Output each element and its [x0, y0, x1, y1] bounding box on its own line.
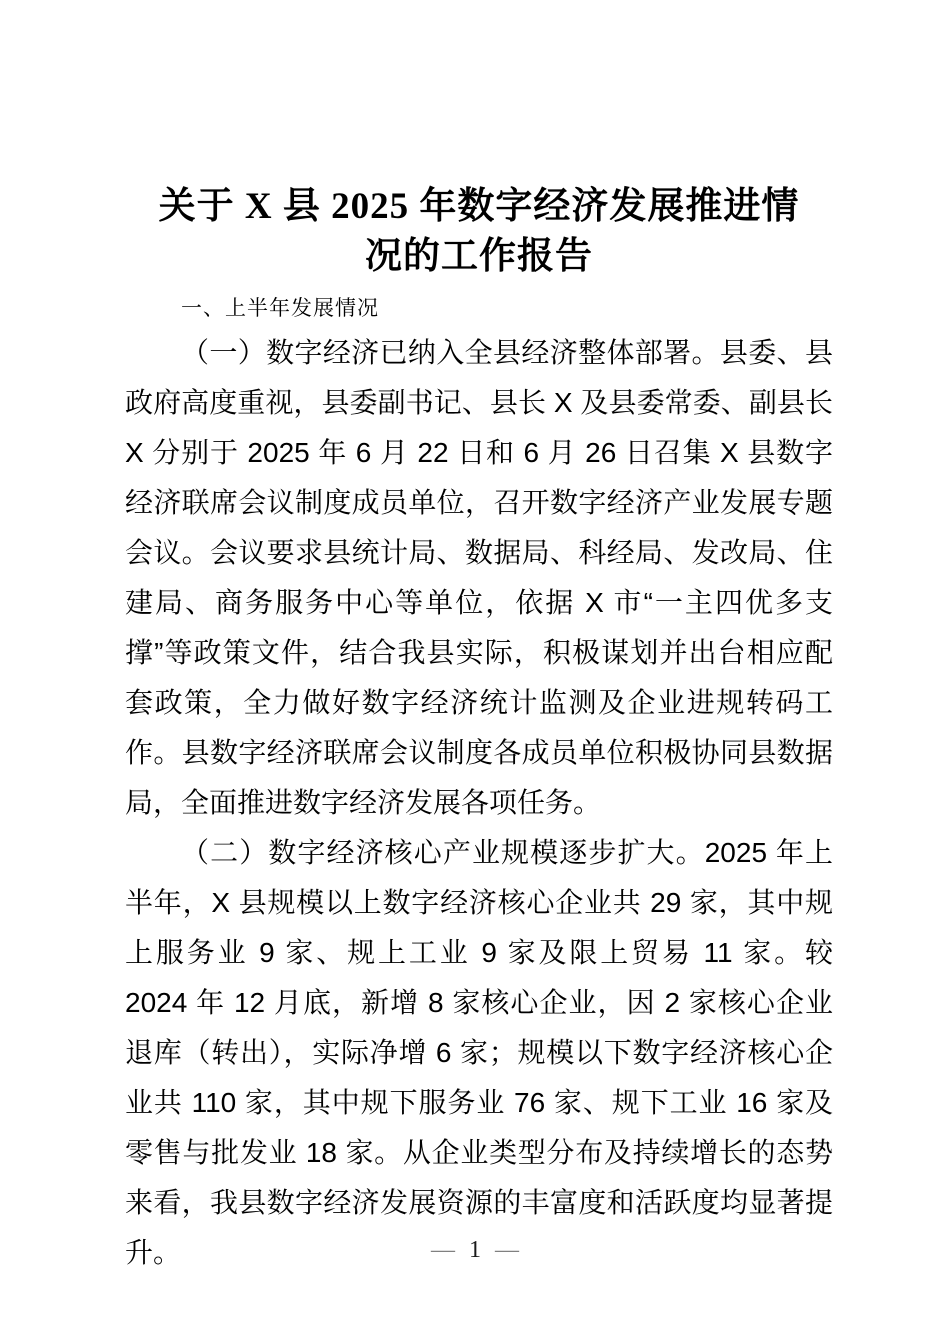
page-footer — [0, 1236, 950, 1264]
footer-right-dash: — — [495, 1237, 519, 1263]
document-content — [125, 0, 833, 1278]
document-title — [125, 0, 833, 282]
document-title-line-1: 关于 X 县 2025 年数字经济发展推进情 — [158, 186, 800, 227]
document-title-line-2: 况的工作报告 — [365, 236, 593, 277]
paragraph-1: （一）数字经济已纳入全县经济整体部署。县委、县政府高度重视，县委副书记、县长 X 及县委常委、副县长 X 分别于 2025 年 6 月 22 日和 6 月 26 日召集 X 县数字经济联席会议制度成员单位，召开数字经济产业发展专题会议。会议要求县统计局、数据局、科经局、发改局、住建局、商务服务中心等单位，依据 X 市“一主四优多支撑”等政策文件，结合我县实际，积极谋划并出台相应配套政策，全力做好数字经济统计监测及企业进规转码工作。县数字经济联席会议制度各成员单位积极协同县数据局，全面推进数字经济发展各项任务。 — [125, 337, 833, 818]
page-number: 1 — [469, 1237, 481, 1263]
paragraph-2: （二）数字经济核心产业规模逐步扩大。2025 年上半年，X 县规模以上数字经济核心企业共 29 家，其中规上服务业 9 家、规上工业 9 家及限上贸易 11 家。较 2024 年 12 月底，新增 8 家核心企业，因 2 家核心企业退库（转出），实际净增 6 家；规模以下数字经济核心企业共 110 家，其中规下服务业 76 家、规下工业 16 家及零售与批发业 18 家。从企业类型分布及持续增长的态势来看，我县数字经济发展资源的丰富度和活跃度均显著提升。 — [125, 837, 833, 1268]
footer-left-dash: — — [431, 1237, 455, 1263]
section-heading: 一、上半年发展情况 — [181, 297, 379, 320]
